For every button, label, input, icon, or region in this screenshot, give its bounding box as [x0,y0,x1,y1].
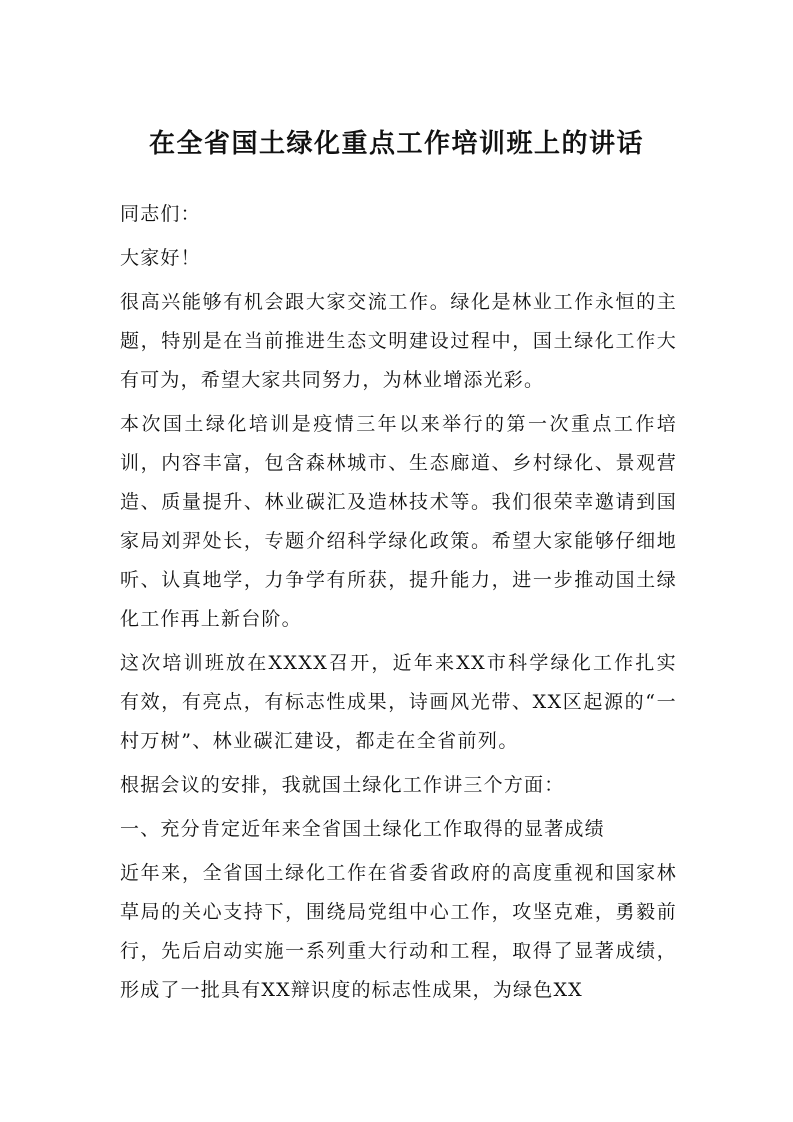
paragraph-intro: 很高兴能够有机会跟大家交流工作。绿化是林业工作永恒的主题，特别是在当前推进生态文明建设过程中，国土绿化工作大有可为，希望大家共同努力，为林业增添光彩。 [120,291,677,391]
document-body [120,195,677,1015]
paragraph-agenda: 根据会议的安排，我就国土绿化工作讲三个方面： [120,774,565,796]
document-title: 在全省国土绿化重点工作培训班上的讲话 [148,129,644,159]
paragraph-venue: 这次培训班放在XXXX召开，近年来XX市科学绿化工作扎实有效，有亮点，有标志性成果，诗画风光带、XX区起源的“一村万树”、林业碳汇建设，都走在全省前列。 [120,652,677,752]
paragraph-achievements: 近年来，全省国土绿化工作在省委省政府的高度重视和国家林草局的关心支持下，围绕局党组中心工作，攻坚克难，勇毅前行，先后启动实施一系列重大行动和工程，取得了显著成绩，形成了一批具有XX辩识度的标志性成果，为绿色XX [120,862,677,1001]
salutation: 同志们： [120,203,201,225]
paragraph-training: 本次国土绿化培训是疫情三年以来举行的第一次重点工作培训，内容丰富，包含森林城市、生态廊道、乡村绿化、景观营造、质量提升、林业碳汇及造林技术等。我们很荣幸邀请到国家局刘羿处长，专题介绍科学绿化政策。希望大家能够仔细地听、认真地学，力争学有所获，提升能力，进一步推动国土绿化工作再上新台阶。 [120,413,677,630]
greeting: 大家好！ [120,247,201,269]
section-heading-1: 一、充分肯定近年来全省国土绿化工作取得的显著成绩 [120,818,605,840]
